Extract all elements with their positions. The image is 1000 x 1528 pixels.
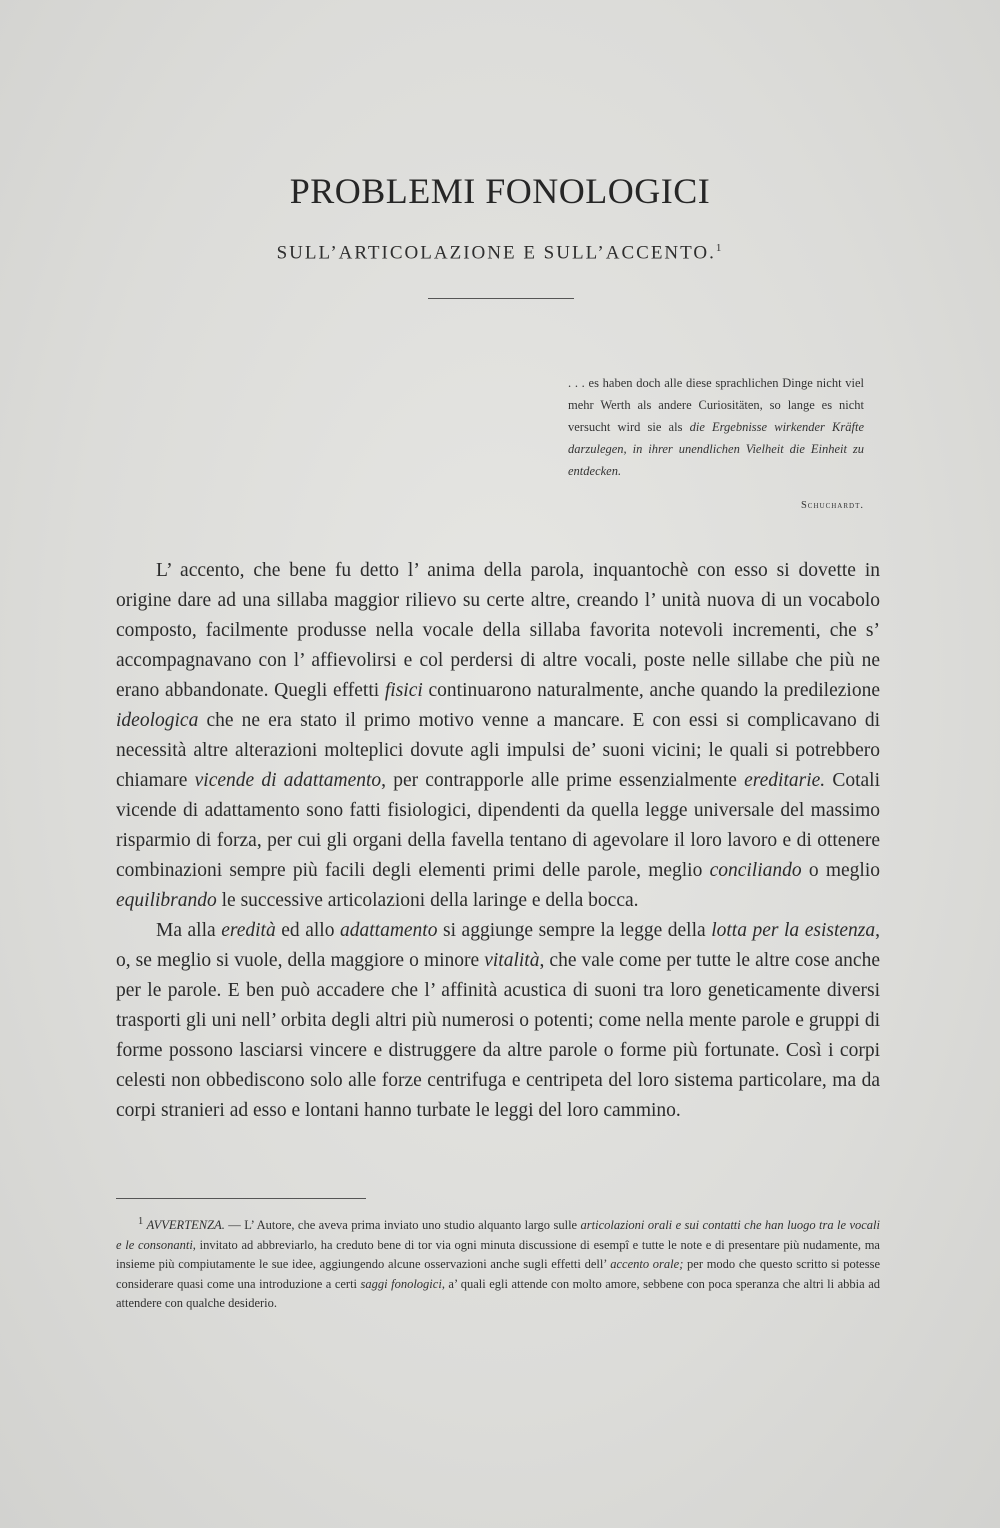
italic-run: equilibrando: [116, 890, 217, 911]
text-run: o meglio: [801, 860, 880, 881]
text-run: le successive articolazioni della laringe e della bocca.: [216, 890, 639, 911]
italic-run: ereditarie.: [744, 770, 826, 791]
text-run: , che vale come per tutte le altre cose anche per le parole. E ben può accadere che l’ affinità acustica di suoni tra loro geneticamente diversi trasporti gli uni nell’ orbita degli altri più numerosi o potenti; come nella mente parole e gruppi di forme possono lasciarsi vincere e distruggere da altre parole o forme più fortunate. Così i corpi celesti non obbediscono solo alle forze centrifuga e centripeta del loro sistema particolare, ma da corpi stranieri ad esso e lontani hanno turbate le leggi del loro cammino.: [116, 950, 880, 1121]
text-run: Cotali vicende di adattamento sono fatti fisiologici, dipendenti da quella legge universale del massimo risparmio di forza, per cui gli organi della favella tentano di agevolare il loro lavoro e di ottenere combinazioni sempre più facili degli elementi primi delle parole, meglio: [116, 770, 881, 881]
italic-run: vicende di adattamento: [194, 770, 382, 791]
page-title: PROBLEMI FONOLOGICI: [289, 171, 711, 211]
italic-run: articolazioni orali e sui contatti che han luogo tra le vocali e le consonanti: [116, 1218, 881, 1252]
italic-run: eredità: [221, 920, 276, 941]
italic-run: fisici: [384, 680, 423, 701]
italic-run: saggi fonologici: [360, 1276, 442, 1291]
text-run: L’ accento, che bene fu detto l’ anima della parola, inquantochè con esso si dovette in origine dare ad una sillaba maggior rilievo su certe altre, creando l’ unità nuova di un vocabolo composto, facilmente produsse nella vocale della sillaba favorita notevoli incrementi, che s’ accompagnavano con l’ affievolirsi e col perdersi di altre vocali, poste nelle sillabe che più ne erano abbandonate. Quegli effetti: [116, 560, 880, 701]
paragraph-2: [116, 916, 880, 1126]
epigraph-author: Schuchardt.: [800, 500, 864, 511]
paragraph-1: [116, 556, 880, 916]
text-run: , invitato ad abbreviarlo, ha creduto bene di tor via ogni minuta discussione di esempî e tutte le note e di presentare più nudamente, ma insieme più compiutamente le sue idee, aggiungendo alcune osservazioni anche sugli effetti dell’: [116, 1237, 880, 1272]
epigraph-italic: die Ergebnisse wirkender Kräfte darzulegen, in ihrer unendlichen Vielheit die Einheit zu entdecken.: [568, 420, 864, 478]
subtitle-text: SULL’ARTICOLAZIONE E SULL’ACCENTO.: [276, 242, 716, 264]
text-run: continuarono naturalmente, anche quando la predilezione: [422, 680, 880, 701]
footnote-mark: 1: [138, 1216, 144, 1227]
italic-run: conciliando: [709, 860, 802, 881]
text-run: si aggiunge sempre la legge della: [437, 920, 712, 941]
footnote-divider: [116, 1198, 366, 1199]
body-text: [116, 556, 880, 1126]
text-run: che ne era stato il primo motivo venne a mancare. E con essi si complicavano di necessità altre alterazioni molteplici dovute agli impulsi de’ suoni vicini; le quali si potrebbero chiamare: [116, 710, 880, 791]
italic-run: adattamento: [339, 920, 438, 941]
footnote: [116, 1212, 880, 1314]
text-run: , o, se meglio si vuole, della maggiore o minore: [116, 920, 881, 971]
italic-run: vitalità: [484, 950, 540, 971]
text-run: Ma alla: [156, 920, 222, 941]
footnote-label: AVVERTENZA.: [146, 1218, 225, 1233]
footnote-reference: 1: [715, 242, 724, 254]
footnote-paragraph: [116, 1212, 880, 1314]
text-run: per modo che questo scritto si potesse considerare quasi come una introduzione a certi: [116, 1257, 880, 1291]
epigraph: [568, 372, 864, 482]
italic-run: ideologica: [116, 710, 199, 731]
text-run: , a’ quali egli attende con molto amore, sebbene con poca speranza che altri li abbia ad attendere con qualche desiderio.: [116, 1276, 880, 1311]
epigraph-text: . . . es haben doch alle diese sprachlichen Dinge nicht viel mehr Werth als andere Curiositäten, so lange es nicht versucht wird sie als: [568, 376, 864, 434]
title-divider: [428, 298, 574, 299]
text-run: ed allo: [275, 920, 340, 941]
text-run: , per contrapporle alle prime essenzialmente: [381, 770, 745, 791]
italic-run: accento orale;: [610, 1257, 684, 1272]
text-run: — L’ Autore, che aveva prima inviato uno studio alquanto largo sulle: [224, 1218, 581, 1233]
italic-run: lotta per la esistenza: [711, 920, 876, 941]
page-subtitle: [0, 242, 1000, 264]
